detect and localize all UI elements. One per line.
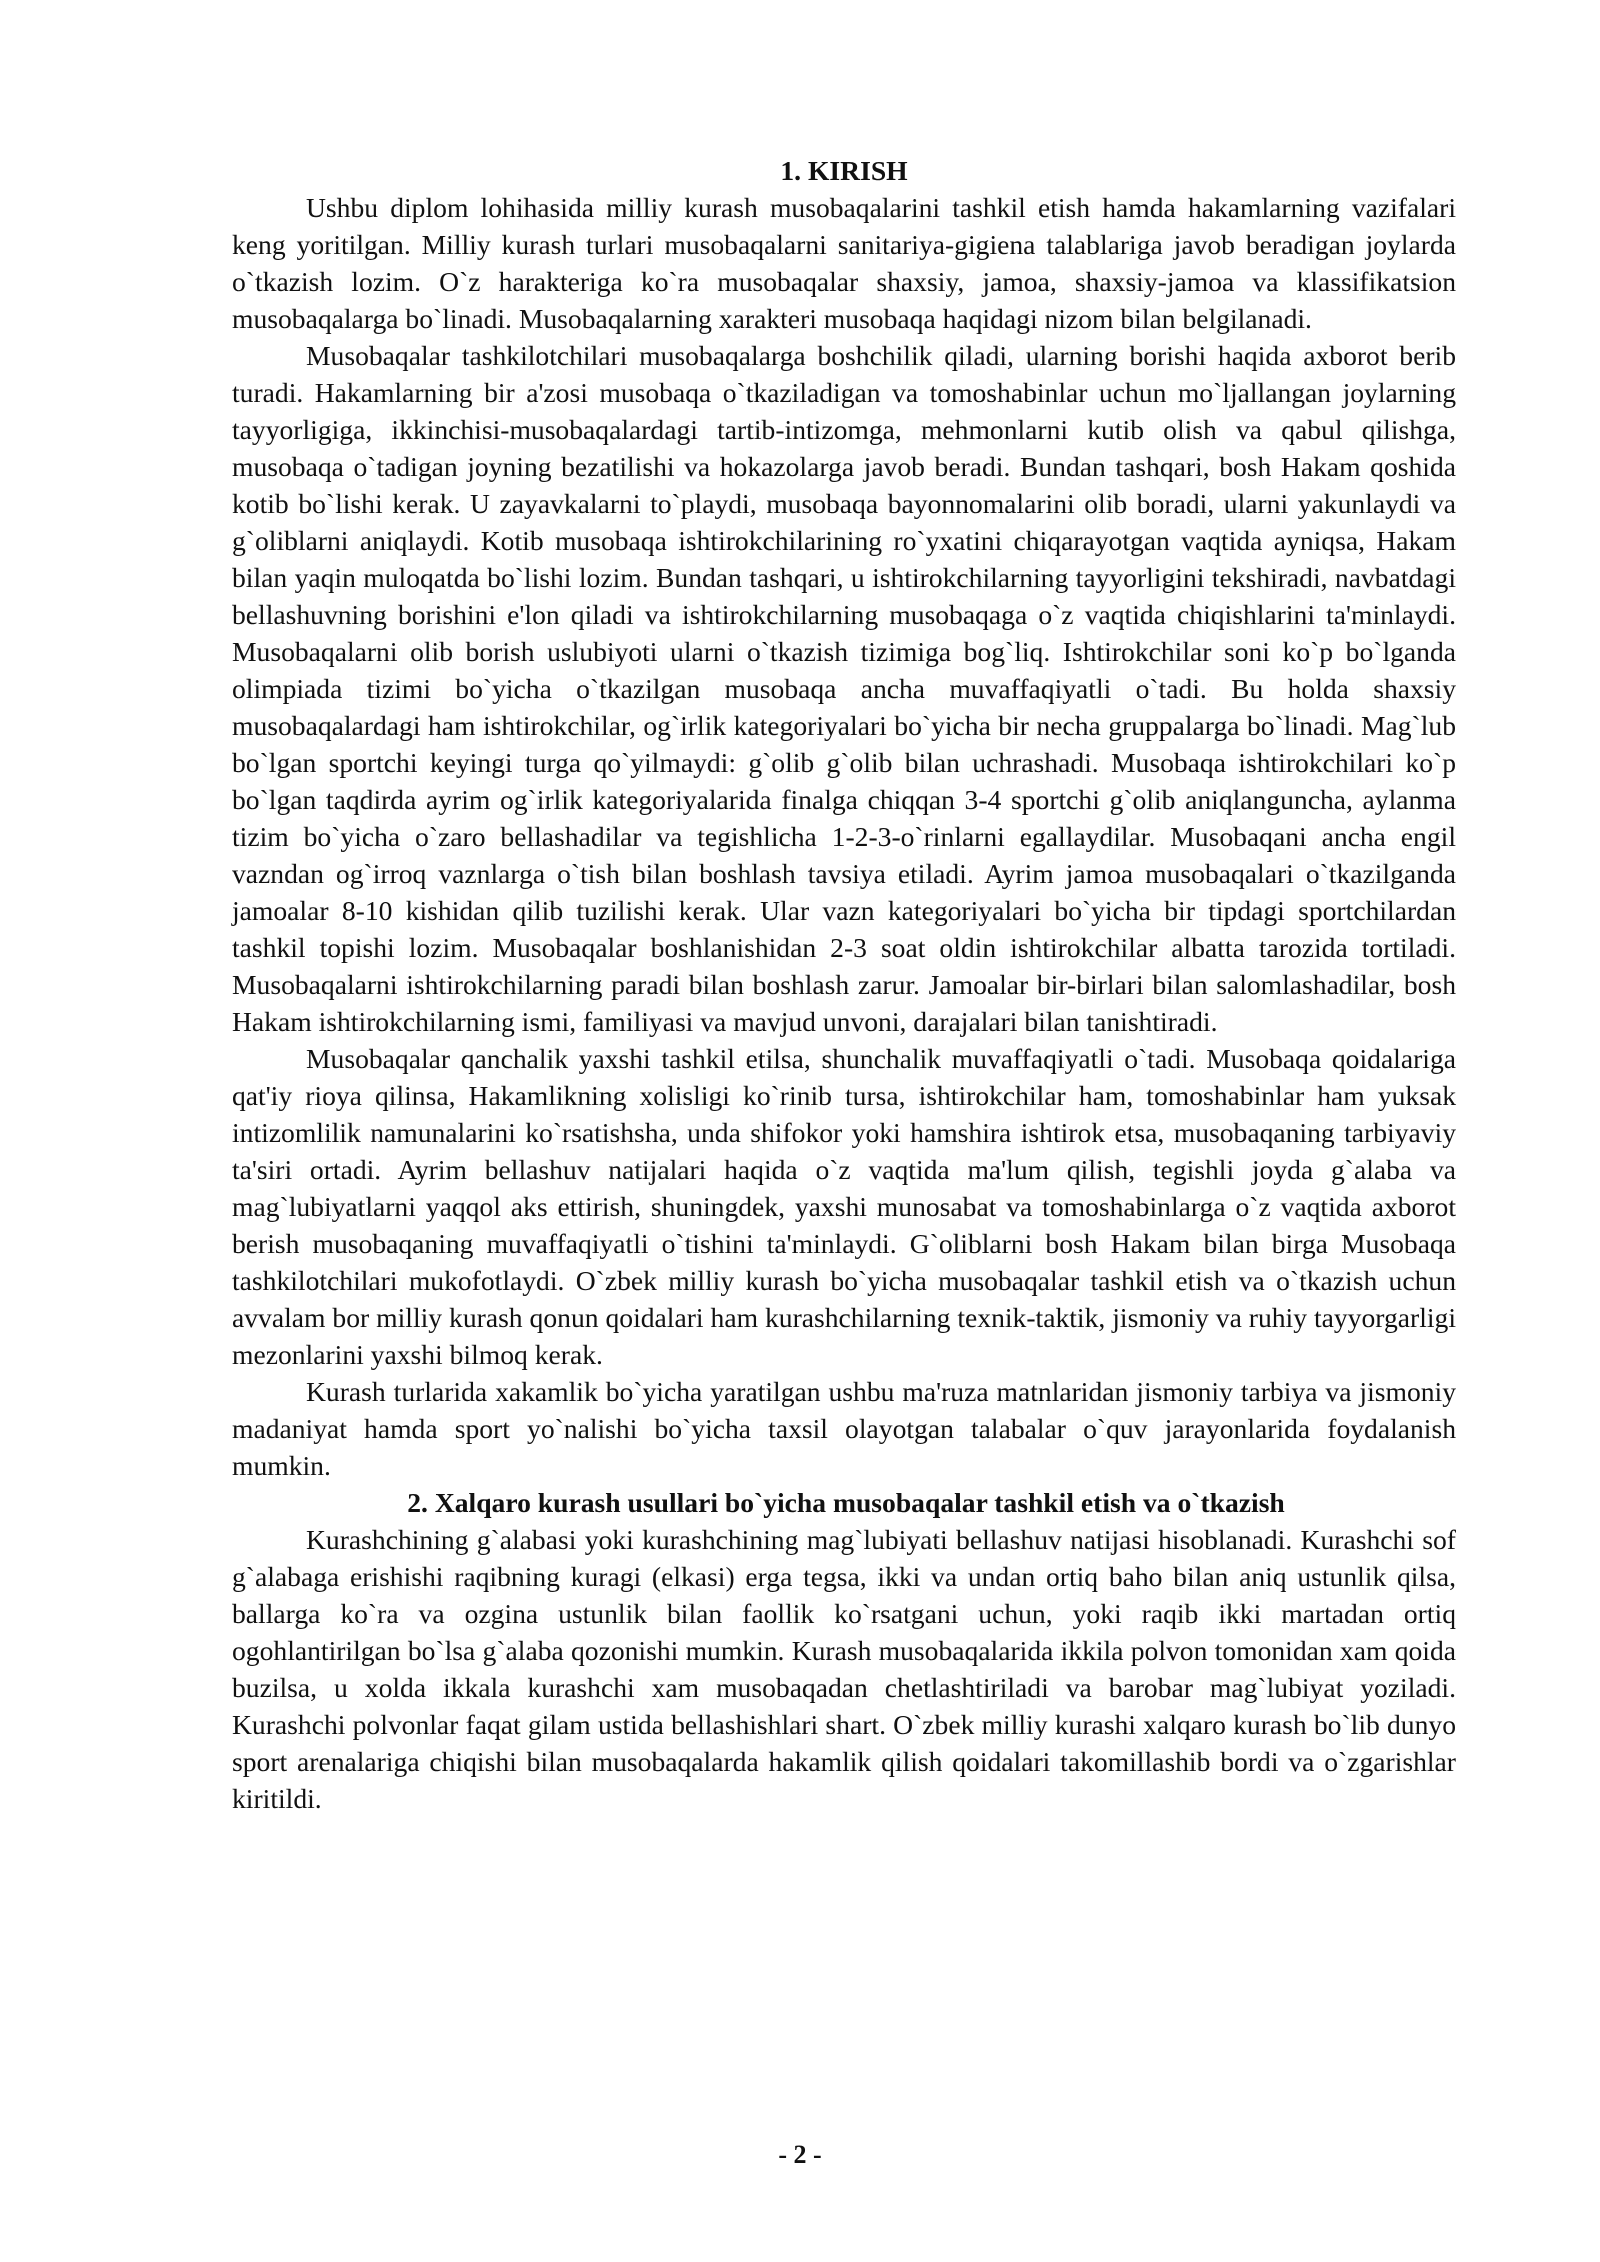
paragraph: Kurashchining g`alabasi yoki kurashchining mag`lubiyati bellashuv natijasi hisoblanadi. Kurashchi sof g`alabaga erishishi raqibning kuragi (elkasi) erga tegsa, ikki va undan ortiq baho bilan aniq ustunlik qilsa, ballarga ko`ra va ozgina ustunlik bilan faollik ko`rsatgani uchun, yoki raqib ikki martadan ortiq ogohlantirilgan bo`lsa g`alaba qozonishi mumkin. Kurash musobaqalarida ikkila polvon tomonidan xam qoida buzilsa, u xolda ikkala kurashchi xam musobaqadan chetlashtiriladi va barobar mag`lubiyat yoziladi. Kurashchi polvonlar faqat gilam ustida bellashishlari shart. O`zbek milliy kurashi xalqaro kurash bo`lib dunyo sport arenalariga chiqishi bilan musobaqalarda hakamlik qilish qoidalari takomillashib bordi va o`zgarishlar kiritildi. — [232, 1524, 1456, 1814]
paragraph: Kurash turlarida xakamlik bo`yicha yaratilgan ushbu ma'ruza matnlaridan jismoniy tarbiya va jismoniy madaniyat hamda sport yo`nalishi bo`yicha taxsil olayotgan talabalar o`quv jarayonlarida foydalanish mumkin. — [232, 1376, 1456, 1481]
paragraph: Musobaqalar tashkilotchilari musobaqalarga boshchilik qiladi, ularning borishi haqida axborot berib turadi. Hakamlarning bir a'zosi musobaqa o`tkaziladigan va tomoshabinlar uchun mo`ljallangan joylarning tayyorligiga, ikkinchisi-musobaqalardagi tartib-intizomga, mehmonlarni kutib olish va qabul qilishga, musobaqa o`tadigan joyning bezatilishi va hokazolarga javob beradi. Bundan tashqari, bosh Hakam qoshida kotib bo`lishi kerak. U zayavkalarni to`playdi, musobaqa bayonnomalarini olib boradi, ularni yakunlaydi va g`oliblarni aniqlaydi. Kotib musobaqa ishtirokchilarining ro`yxatini chiqarayotgan vaqtida ayniqsa, Hakam bilan yaqin muloqatda bo`lishi lozim. Bundan tashqari, u ishtirokchilarning tayyorligini tekshiradi, navbatdagi bellashuvning borishini e'lon qiladi va ishtirokchilarning musobaqaga o`z vaqtida chiqishlarini ta'minlaydi. Musobaqalarni olib borish uslubiyoti ularni o`tkazish tizimiga bog`liq. Ishtirokchilar soni ko`p bo`lganda olimpiada tizimi bo`yicha o`tkazilgan musobaqa ancha muvaffaqiyatli o`tadi. Bu holda shaxsiy musobaqalardagi ham ishtirokchilar, og`irlik kategoriyalari bo`yicha bir necha gruppalarga bo`linadi. Mag`lub bo`lgan sportchi keyingi turga qo`yilmaydi: g`olib g`olib bilan uchrashadi. Musobaqa ishtirokchilari ko`p bo`lgan taqdirda ayrim og`irlik kategoriyalarida finalga chiqqan 3-4 sportchi g`olib aniqlanguncha, aylanma tizim bo`yicha o`zaro bellashadilar va tegishlicha 1-2-3-o`rinlarni egallaydilar. Musobaqani ancha engil vazndan og`irroq vaznlarga o`tish bilan boshlash tavsiya etiladi. Ayrim jamoa musobaqalari o`tkazilganda jamoalar 8-10 kishidan qilib tuzilishi kerak. Ular vazn kategoriyalari bo`yicha bir tipdagi sportchilardan tashkil topishi lozim. Musobaqalar boshlanishidan 2-3 soat oldin ishtirokchilar albatta tarozida tortiladi. Musobaqalarni ishtirokchilarning paradi bilan boshlash zarur. Jamoalar bir-birlari bilan salomlashadilar, bosh Hakam ishtirokchilarning ismi, familiyasi va mavjud unvoni, darajalari bilan tanishtiradi. — [232, 340, 1456, 1037]
paragraph: Ushbu diplom lohihasida milliy kurash musobaqalarini tashkil etish hamda hakamlarning vazifalari keng yoritilgan. Milliy kurash turlari musobaqalarni sanitariya-gigiena talablariga javob beradigan joylarda o`tkazish lozim. O`z harakteriga ko`ra musobaqalar shaxsiy, jamoa, shaxsiy-jamoa va klassifikatsion musobaqalarga bo`linadi. Musobaqalarning xarakteri musobaqa haqidagi nizom bilan belgilanadi. — [232, 192, 1456, 334]
page-number: - 2 - — [778, 2140, 822, 2169]
paragraph: Musobaqalar qanchalik yaxshi tashkil etilsa, shunchalik muvaffaqiyatli o`tadi. Musobaqa qoidalariga qat'iy rioya qilinsa, Hakamlikning xolisligi ko`rinib tursa, ishtirokchilar ham, tomoshabinlar ham yuksak intizomlilik namunalarini ko`rsatishsha, unda shifokor yoki hamshira ishtirok etsa, musobaqaning tarbiyaviy ta'siri ortadi. Ayrim bellashuv natijalari haqida o`z vaqtida ma'lum qilish, tegishli joyda g`alaba va mag`lubiyatlarni yaqqol aks ettirish, shuningdek, yaxshi munosabat va tomoshabinlarga o`z vaqtida axborot berish musobaqaning muvaffaqiyatli o`tishini ta'minlaydi. G`oliblarni bosh Hakam bilan birga Musobaqa tashkilotchilari mukofotlaydi. O`zbek milliy kurash bo`yicha musobaqalar tashkil etish va o`tkazish uchun avvalam bor milliy kurash qonun qoidalari ham kurashchilarning texnik-taktik, jismoniy va ruhiy tayyorgarligi mezonlarini yaxshi bilmoq kerak. — [232, 1043, 1456, 1370]
document-page — [232, 152, 1456, 1817]
section-heading-kirish: 1. KIRISH — [780, 155, 908, 186]
section-heading-xalqaro-kurash: 2. Xalqaro kurash usullari bo`yicha musobaqalar tashkil etish va o`tkazish — [407, 1487, 1285, 1518]
